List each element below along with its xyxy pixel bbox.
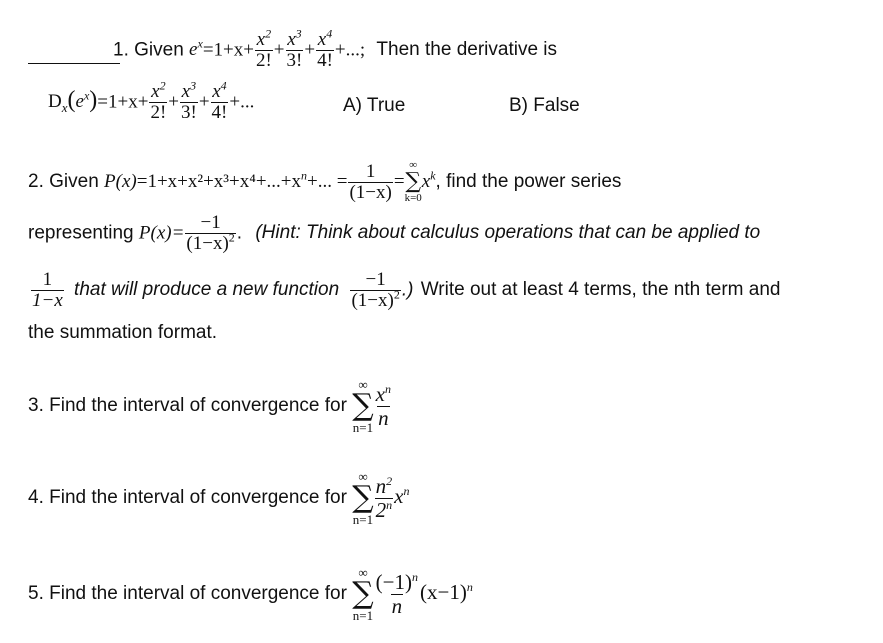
q1-frac-x3: $\frac{x^3}{3!}$: [286, 26, 303, 71]
q1-number: 1. Given: [113, 39, 184, 61]
q2-frac-geometric: $\frac{1}{(1-x)}$: [349, 160, 392, 203]
q2-representing: representing: [28, 222, 134, 244]
q2-write: Write out at least 4 terms, the nth term and: [420, 279, 781, 301]
q1-then-text: Then the derivative is: [376, 39, 558, 61]
q1-frac2-x3: $\frac{x^3}{3!}$: [180, 78, 197, 123]
q1-eq-start: =1+x+: [202, 39, 254, 61]
q2-hint2: that will produce a new function: [74, 279, 340, 301]
q2-frac-target: $\frac{-1}{(1-x)^2}$: [186, 212, 235, 254]
sigma-icon: ∑: [352, 576, 374, 611]
q3-line: [28, 378, 393, 434]
q2-hint: (Hint: Think about calculus operations that can be applied to: [255, 222, 761, 244]
answer-blank[interactable]: [28, 62, 120, 64]
sigma-icon: ∑: [352, 480, 374, 515]
q2-sum: ∞ ∑ k=0: [404, 159, 422, 204]
q2-prefix: 2. Given: [28, 171, 99, 193]
q2-p-of-x: P(x): [104, 171, 137, 193]
q5-text: 5. Find the interval of convergence for: [28, 583, 347, 605]
q3-text: 3. Find the interval of convergence for: [28, 395, 347, 417]
q2-summation: the summation format.: [28, 322, 218, 343]
q3-frac: $\frac{x^n}{n}$: [375, 382, 391, 430]
q1-frac2-x2: $\frac{x^2}{2!}$: [150, 78, 167, 123]
q4-text: 4. Find the interval of convergence for: [28, 487, 347, 509]
q3-sum: ∞ ∑ n=1: [352, 377, 374, 435]
q4-frac: $\frac{n^2}{2^n}$: [375, 474, 393, 522]
q2-line1: 2. Given $P(x)=1+x+x^2+x^3+x^4+...+x^n+$... = $\frac{1}{(1-x)}$ = ∞ ∑ k=0 $x^k$, find the power series: [28, 159, 622, 204]
q4-sum: ∞ ∑ n=1: [352, 469, 374, 527]
q1-option-a[interactable]: A) True: [343, 95, 406, 116]
q1-frac-x2: $\frac{x^2}{2!}$: [255, 26, 272, 71]
q1-frac2-x4: $\frac{x^4}{4!}$: [211, 78, 228, 123]
q1-line2: $D_x(e^x)=1+x+$ $\frac{x^2}{2!}$ + $\frac{x^3}{3!}$ + $\frac{x^4}{4!}$ +...: [48, 78, 255, 123]
q1-dx: $D_x(e^x)$: [48, 87, 98, 116]
q1-option-b[interactable]: B) False: [509, 95, 580, 116]
q5-sum: ∞ ∑ n=1: [352, 565, 374, 623]
q2-frac-new: $\frac{-1}{(1-x)^2}$: [351, 269, 400, 311]
q5-frac: $\frac{(-1)^n}{n}$: [375, 570, 419, 618]
q5-line: 5. Find the interval of convergence for ∞ ∑ n=1 $\frac{(-1)^n}{n}$ $(x-1)^n$: [28, 565, 473, 623]
q1-ex: $e^x$: [189, 37, 203, 61]
q2-frac-one-over: $\frac{1}{1-x}$: [32, 269, 63, 311]
sigma-icon: ∑: [405, 169, 422, 194]
q4-line: 4. Find the interval of convergence for ∞ ∑ n=1 $\frac{n^2}{2^n}$ $x^n$: [28, 469, 410, 527]
q2-line2: representing P(x)= $\frac{-1}{(1-x)^2}$ . (Hint: Think about calculus operations that can be applied to: [28, 212, 761, 254]
q1-frac-x4: $\frac{x^4}{4!}$: [317, 26, 333, 71]
q2-find-text: , find the power series: [435, 171, 622, 193]
sigma-icon: ∑: [352, 388, 374, 423]
q2-line3: $\frac{1}{1-x}$ that will produce a new function $\frac{-1}{(1-x)^2}$ .) Write out at least 4 terms, the nth term and: [32, 269, 781, 311]
q2-series: $=1+x+x^2+x^3+x^4+...+x^n+$... =: [136, 168, 348, 193]
q1-line1: 1. Given $e^x=1+x+$ $\frac{x^2}{2!}$ + $\frac{x^3}{3!}$ + $\frac{x^4}{4!}$ +...; Then the derivative is: [113, 26, 558, 71]
